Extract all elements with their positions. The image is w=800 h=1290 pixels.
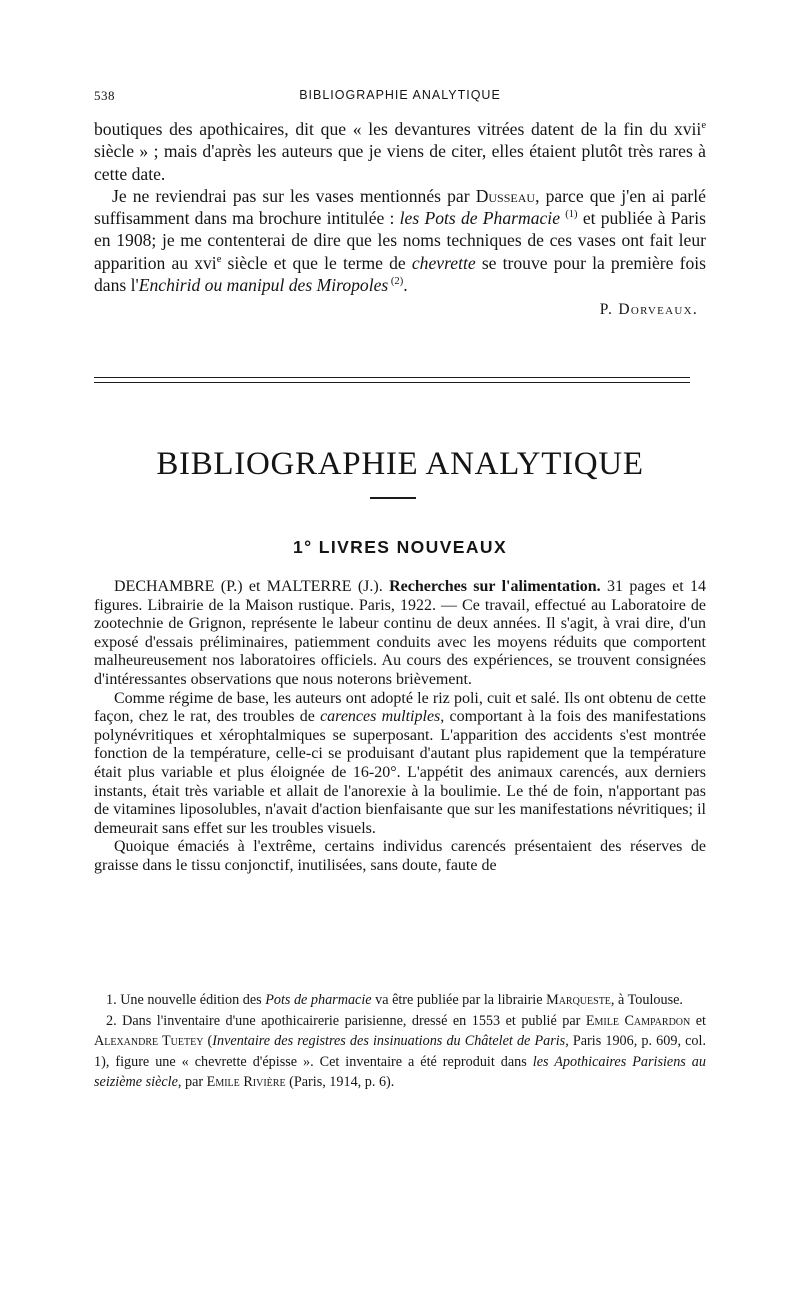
footnote: 2. Dans l'inventaire d'une apothicairerie parisienne, dressé en 1553 et publié par Emile Campardon et Alexandre Tuetey (Inventaire des registres des insinuations du Châtelet de Paris, Paris 1906, p. 609, col. 1), figure une « chevrette d'épisse ». Cet inventaire a été reproduit dans les Apothicaires Parisiens au seizième siècle, par Emile Rivière (Paris, 1914, p. 6).: [94, 1012, 706, 1090]
review-authors: DECHAMBRE (P.) et MALTERRE (J.).: [114, 578, 390, 595]
paragraph: Comme régime de base, les auteurs ont adopté le riz poli, cuit et salé. Ils ont obtenu de cette façon, chez le rat, des troubles de carences multiples, comportant à la fois des manifestations polynévritiques et xérophtalmiques se superposant. L'apparition des accidents s'est montrée fonction de la température, celle-ci se produisant d'autant plus rapidement que la température était plus variable et plus éloignée de 16-20°. L'appétit des animaux carencés, aux derniers instants, était très variable et allait de l'anorexie à la boulimie. Le thé de foin, n'apportant pas de vitamines liposolubles, n'avait d'action bienfaisante que sur les manifestations névritiques; il demeurait sans effet sur les troubles visuels.: [94, 689, 707, 837]
book-title: Recherches sur l'alimentation.: [389, 578, 601, 595]
paragraph: DECHAMBRE (P.) et MALTERRE (J.). Recherches sur l'alimentation. 31 pages et 14 figures. Librairie de la Maison rustique. Paris, 1922. — Ce travail, effectué au Laboratoire de zootechnie de Grignon, représente le labeur continu de deux années. Il s'agit, à vrai dire, d'un exposé d'essais préliminaires, patiemment conduits avec les moyens réduits que comportent malheureusement nos laboratoires officiels. Au cours des expériences, se trouvent consignées d'intéressantes observations que nous noterons brièvement.: [94, 578, 706, 688]
paragraph: boutiques des apothicaires, dit que « les devantures vitrées datent de la fin du xvii$^e$ siècle » ; mais d'après les auteurs que je viens de citer, elles étaient plutôt très rares à cette date.: [94, 119, 706, 184]
continued-article: [94, 118, 706, 322]
section-heading: BIBLIOGRAPHIE ANALYTIQUE: [156, 446, 644, 482]
book-review: [94, 578, 706, 876]
footnote-ref: (1): [565, 209, 578, 221]
double-divider: [94, 377, 690, 383]
short-divider: [370, 497, 416, 499]
cited-title: Enchirid ou manipul des Miropoles: [138, 275, 389, 296]
running-title: BIBLIOGRAPHIE ANALYTIQUE: [299, 88, 501, 102]
page-number: 538: [94, 88, 115, 103]
author-name: Dusseau: [475, 185, 536, 206]
footnote: 1. Une nouvelle édition des Pots de pharmacie va être publiée par la librairie Marqueste, à Toulouse.: [106, 992, 683, 1008]
sub-heading: 1° LIVRES NOUVEAUX: [292, 537, 508, 557]
cited-title: les Pots de Pharmacie: [399, 208, 561, 229]
running-head: [94, 88, 706, 106]
footnote-ref: (2): [388, 276, 404, 288]
paragraph: Quoique émaciés à l'extrême, certains individus carencés présentaient des réserves de graisse dans le tissu conjonctif, inutilisées, sans doute, faute de: [94, 838, 706, 874]
author-signature: P. Dorveaux.: [599, 301, 698, 319]
footnotes: [94, 990, 706, 1093]
paragraph: Je ne reviendrai pas sur les vases mentionnés par Dusseau, parce que j'en ai parlé suffisamment dans ma brochure intitulée : les Pots de Pharmacie $^{(1)}$ et publiée à Paris en 1908; je me contenterai de dire que les noms techniques de ces vases ont fait leur apparition au xvi$^e$ siècle et que le terme de chevrette se trouve pour la première fois dans l'Enchirid ou manipul des Miropoles $^{(2)}$.: [94, 185, 706, 296]
